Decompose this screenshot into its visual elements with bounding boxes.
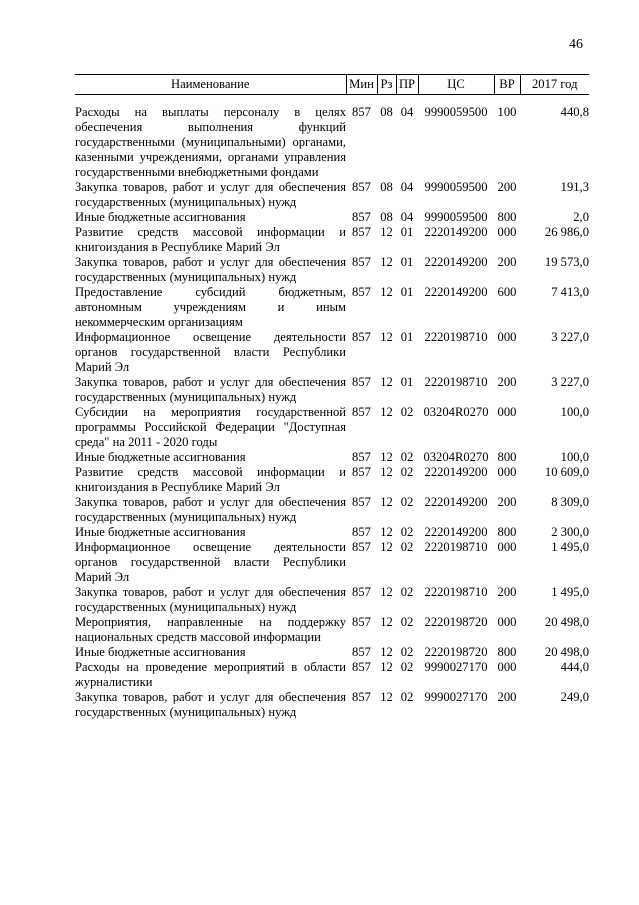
cell-cs: 2220198710 <box>424 375 488 389</box>
cell-min: 857 <box>352 210 371 224</box>
cell-pr: 02 <box>400 465 414 479</box>
cell-rz: 12 <box>380 255 393 269</box>
cell-vr: 200 <box>497 180 517 194</box>
cell-pr: 02 <box>400 585 414 599</box>
table-row <box>75 690 589 720</box>
cell-cs: 9990059500 <box>424 180 488 194</box>
cell-rz: 12 <box>380 225 393 239</box>
cell-rz: 12 <box>380 450 393 464</box>
cell-min: 857 <box>352 615 371 629</box>
cell-rz: 12 <box>380 645 393 659</box>
cell-pr: 04 <box>400 105 414 119</box>
cell-min: 857 <box>352 495 371 509</box>
cell-vr: 200 <box>497 375 517 389</box>
header-name: Наименование <box>75 75 346 95</box>
cell-amount: 100,0 <box>560 405 589 419</box>
cell-cs: 2220149200 <box>424 495 488 509</box>
cell-pr: 02 <box>400 540 414 554</box>
table-row <box>75 180 589 210</box>
table-row <box>75 255 589 285</box>
cell-cs: 03204R0270 <box>423 405 489 419</box>
cell-amount: 19 573,0 <box>544 255 589 269</box>
cell-vr: 000 <box>497 540 517 554</box>
table-row <box>75 615 589 645</box>
cell-amount: 191,3 <box>560 180 589 194</box>
table-header-row <box>75 75 589 95</box>
cell-name: Информационное освещение деятельности органов государственной власти Республики Марий Эл <box>75 540 346 584</box>
cell-min: 857 <box>352 690 371 704</box>
cell-vr: 200 <box>497 690 517 704</box>
table-row <box>75 495 589 525</box>
cell-cs: 2220149200 <box>424 525 488 539</box>
cell-name: Развитие средств массовой информации и книгоиздания в Республике Марий Эл <box>75 225 346 254</box>
cell-name: Иные бюджетные ассигнования <box>75 645 246 659</box>
cell-vr: 800 <box>497 450 517 464</box>
cell-rz: 12 <box>380 285 393 299</box>
cell-min: 857 <box>352 255 371 269</box>
cell-name: Закупка товаров, работ и услуг для обеспечения государственных (муниципальных) нужд <box>75 585 346 614</box>
cell-cs: 9990027170 <box>424 690 488 704</box>
budget-table <box>75 74 589 720</box>
table-row <box>75 525 589 540</box>
cell-pr: 04 <box>400 210 414 224</box>
cell-name: Закупка товаров, работ и услуг для обеспечения государственных (муниципальных) нужд <box>75 255 346 284</box>
cell-amount: 1 495,0 <box>551 540 589 554</box>
table-row <box>75 225 589 255</box>
table-row <box>75 375 589 405</box>
cell-cs: 2220149200 <box>424 255 488 269</box>
table-row <box>75 450 589 465</box>
cell-pr: 01 <box>400 255 414 269</box>
cell-name: Расходы на проведение мероприятий в области журналистики <box>75 660 346 689</box>
cell-amount: 1 495,0 <box>551 585 589 599</box>
cell-min: 857 <box>352 660 371 674</box>
cell-amount: 2 300,0 <box>551 525 589 539</box>
cell-rz: 12 <box>380 690 393 704</box>
table-row <box>75 540 589 585</box>
cell-amount: 8 309,0 <box>551 495 589 509</box>
cell-name: Иные бюджетные ассигнования <box>75 525 246 539</box>
cell-rz: 12 <box>380 375 393 389</box>
cell-rz: 12 <box>380 465 393 479</box>
cell-cs: 2220149200 <box>424 285 488 299</box>
cell-min: 857 <box>352 540 371 554</box>
cell-vr: 200 <box>497 585 517 599</box>
cell-rz: 08 <box>380 180 393 194</box>
cell-pr: 01 <box>400 225 414 239</box>
cell-cs: 2220198710 <box>424 585 488 599</box>
cell-rz: 12 <box>380 585 393 599</box>
cell-min: 857 <box>352 180 371 194</box>
header-cs: ЦС <box>418 75 494 95</box>
cell-pr: 02 <box>400 495 414 509</box>
header-min: Мин <box>346 75 377 95</box>
cell-name: Иные бюджетные ассигнования <box>75 450 246 464</box>
table-body <box>75 95 589 721</box>
cell-pr: 02 <box>400 660 414 674</box>
cell-pr: 02 <box>400 615 414 629</box>
cell-min: 857 <box>352 105 371 119</box>
cell-pr: 02 <box>400 645 414 659</box>
cell-cs: 2220198710 <box>424 330 488 344</box>
cell-min: 857 <box>352 285 371 299</box>
cell-min: 857 <box>352 450 371 464</box>
cell-pr: 04 <box>400 180 414 194</box>
cell-name: Мероприятия, направленные на поддержку национальных средств массовой информации <box>75 615 346 644</box>
cell-rz: 12 <box>380 495 393 509</box>
header-pr: ПР <box>396 75 418 95</box>
table-row <box>75 405 589 450</box>
cell-min: 857 <box>352 375 371 389</box>
cell-amount: 10 609,0 <box>544 465 589 479</box>
cell-rz: 12 <box>380 660 393 674</box>
cell-rz: 12 <box>380 330 393 344</box>
cell-vr: 800 <box>497 210 517 224</box>
cell-cs: 2220198720 <box>424 615 488 629</box>
cell-amount: 26 986,0 <box>544 225 589 239</box>
cell-amount: 20 498,0 <box>544 645 589 659</box>
table-row <box>75 330 589 375</box>
cell-name: Иные бюджетные ассигнования <box>75 210 246 224</box>
cell-vr: 200 <box>497 495 517 509</box>
cell-rz: 08 <box>380 210 393 224</box>
cell-pr: 02 <box>400 525 414 539</box>
cell-vr: 000 <box>497 465 517 479</box>
cell-cs: 2220198710 <box>424 540 488 554</box>
cell-cs: 9990059500 <box>424 210 488 224</box>
cell-name: Закупка товаров, работ и услуг для обеспечения государственных (муниципальных) нужд <box>75 495 346 524</box>
cell-name: Предоставление субсидий бюджетным, автономным учреждениям и иным некоммерческим организациям <box>75 285 346 329</box>
cell-min: 857 <box>352 525 371 539</box>
cell-min: 857 <box>352 465 371 479</box>
cell-amount: 7 413,0 <box>551 285 589 299</box>
cell-rz: 12 <box>380 615 393 629</box>
table-row <box>75 645 589 660</box>
cell-vr: 000 <box>497 330 517 344</box>
cell-min: 857 <box>352 405 371 419</box>
cell-name: Информационное освещение деятельности органов государственной власти Республики Марий Эл <box>75 330 346 374</box>
cell-name: Закупка товаров, работ и услуг для обеспечения государственных (муниципальных) нужд <box>75 375 346 404</box>
page-number: 46 <box>569 37 583 52</box>
cell-vr: 000 <box>497 225 517 239</box>
cell-rz: 12 <box>380 405 393 419</box>
cell-cs: 2220149200 <box>424 225 488 239</box>
table-row <box>75 285 589 330</box>
cell-vr: 100 <box>497 105 517 119</box>
cell-name: Развитие средств массовой информации и книгоиздания в Республике Марий Эл <box>75 465 346 494</box>
cell-name: Закупка товаров, работ и услуг для обеспечения государственных (муниципальных) нужд <box>75 180 346 209</box>
cell-pr: 01 <box>400 375 414 389</box>
cell-vr: 000 <box>497 405 517 419</box>
cell-rz: 12 <box>380 540 393 554</box>
table-row <box>75 660 589 690</box>
cell-amount: 249,0 <box>560 690 589 704</box>
cell-cs: 9990059500 <box>424 105 488 119</box>
cell-min: 857 <box>352 645 371 659</box>
cell-vr: 000 <box>497 660 517 674</box>
cell-vr: 800 <box>497 645 517 659</box>
header-year: 2017 год <box>520 75 589 95</box>
cell-vr: 800 <box>497 525 517 539</box>
cell-min: 857 <box>352 330 371 344</box>
cell-amount: 20 498,0 <box>544 615 589 629</box>
cell-cs: 03204R0270 <box>423 450 489 464</box>
cell-name: Субсидии на мероприятия государственной программы Российской Федерации "Доступная среда" на 2011 - 2020 годы <box>75 405 346 449</box>
cell-vr: 200 <box>497 255 517 269</box>
cell-amount: 3 227,0 <box>551 375 589 389</box>
header-rz: Рз <box>377 75 396 95</box>
cell-cs: 9990027170 <box>424 660 488 674</box>
cell-min: 857 <box>352 585 371 599</box>
table-row <box>75 585 589 615</box>
cell-name: Расходы на выплаты персоналу в целях обеспечения выполнения функций государственными (муниципальными) органами, казенными учреждениями, органами управления государственными внебюджетными фондами <box>75 105 346 179</box>
cell-pr: 01 <box>400 330 414 344</box>
table-row <box>75 210 589 225</box>
cell-pr: 02 <box>400 690 414 704</box>
cell-vr: 600 <box>497 285 517 299</box>
cell-cs: 2220149200 <box>424 465 488 479</box>
cell-amount: 3 227,0 <box>551 330 589 344</box>
cell-amount: 444,0 <box>560 660 589 674</box>
cell-amount: 100,0 <box>560 450 589 464</box>
table-row <box>75 95 589 181</box>
cell-rz: 08 <box>380 105 393 119</box>
cell-pr: 02 <box>400 405 414 419</box>
cell-min: 857 <box>352 225 371 239</box>
cell-amount: 2,0 <box>573 210 589 224</box>
cell-amount: 440,8 <box>560 105 589 119</box>
header-vr: ВР <box>494 75 520 95</box>
cell-name: Закупка товаров, работ и услуг для обеспечения государственных (муниципальных) нужд <box>75 690 346 719</box>
cell-cs: 2220198720 <box>424 645 488 659</box>
cell-vr: 000 <box>497 615 517 629</box>
cell-pr: 01 <box>400 285 414 299</box>
cell-pr: 02 <box>400 450 414 464</box>
cell-rz: 12 <box>380 525 393 539</box>
table-row <box>75 465 589 495</box>
